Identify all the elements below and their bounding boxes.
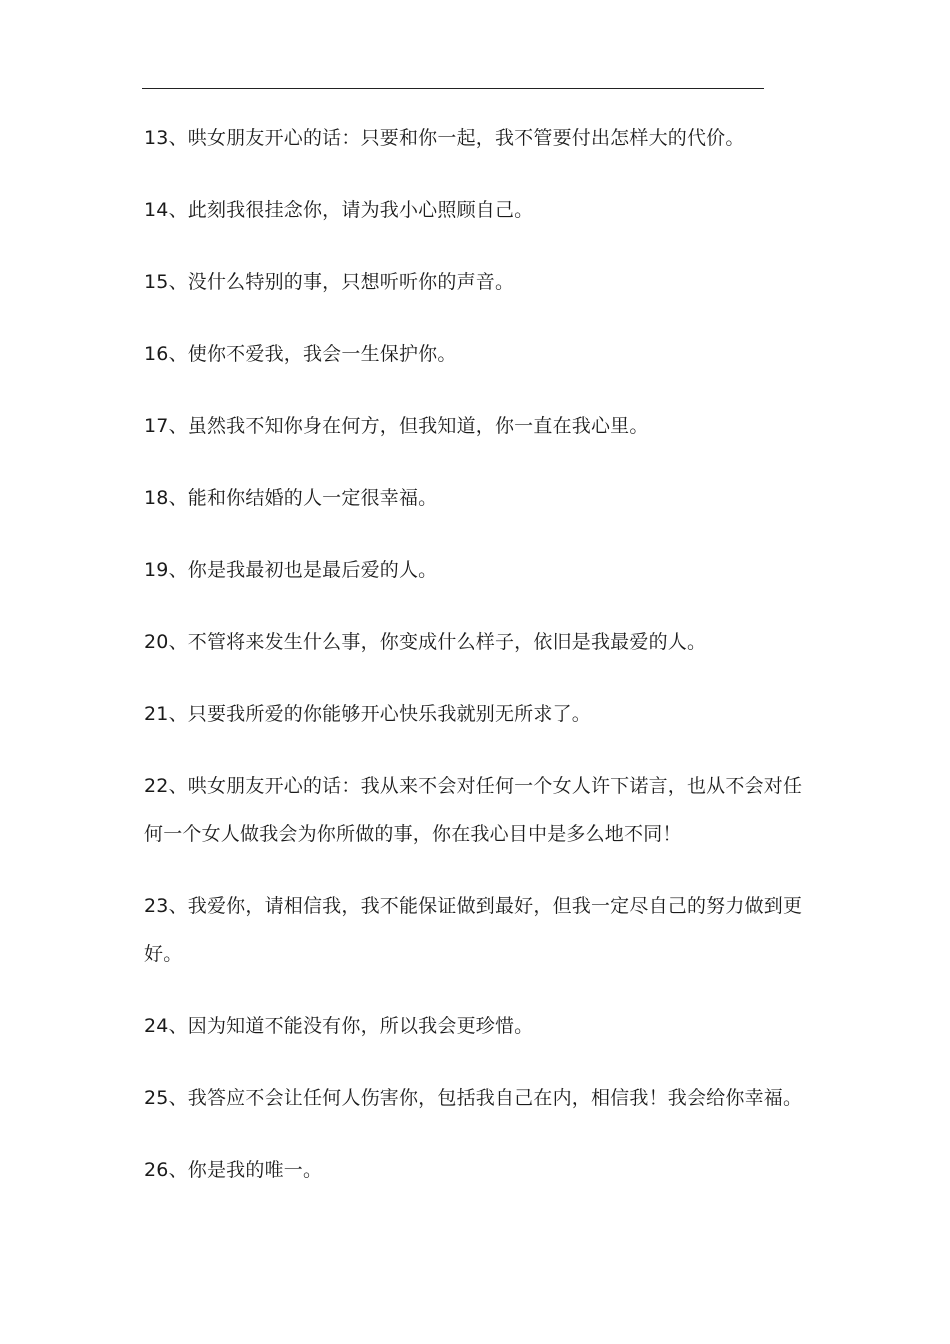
list-item [144, 618, 812, 666]
list-item [144, 882, 812, 978]
header-rule [142, 88, 764, 89]
list-item [144, 330, 812, 378]
item-number: 21、 [144, 703, 188, 725]
item-text: 你是我的唯一。 [187, 1159, 323, 1181]
item-text: 能和你结婚的人一定很幸福。 [187, 487, 438, 509]
item-text: 使你不爱我，我会一生保护你。 [187, 343, 457, 365]
item-text: 没什么特别的事，只想听听你的声音。 [187, 271, 515, 293]
item-number: 22、 [144, 775, 188, 797]
list-item [144, 258, 812, 306]
list-item [144, 1002, 812, 1050]
list-item [144, 186, 812, 234]
list-item [144, 1146, 812, 1194]
item-text: 我爱你，请相信我，我不能保证做到最好，但我一定尽自己的努力做到更好。 [144, 895, 803, 965]
item-number: 25、 [144, 1087, 188, 1109]
item-text: 因为知道不能没有你，所以我会更珍惜。 [187, 1015, 534, 1037]
item-number: 23、 [144, 895, 188, 917]
list-item [144, 402, 812, 450]
item-text: 你是我最初也是最后爱的人。 [187, 559, 438, 581]
list-item [144, 690, 812, 738]
list-item [144, 546, 812, 594]
item-text: 哄女朋友开心的话：只要和你一起，我不管要付出怎样大的代价。 [187, 127, 745, 149]
item-number: 14、 [144, 199, 188, 221]
list-item [144, 114, 812, 162]
item-text: 我答应不会让任何人伤害你，包括我自己在内，相信我！我会给你幸福。 [187, 1087, 803, 1109]
item-text: 不管将来发生什么事，你变成什么样子，依旧是我最爱的人。 [187, 631, 707, 653]
list-item [144, 762, 812, 858]
item-number: 19、 [144, 559, 188, 581]
item-number: 24、 [144, 1015, 188, 1037]
item-list [144, 114, 812, 1218]
item-number: 13、 [144, 127, 188, 149]
item-number: 20、 [144, 631, 188, 653]
item-text: 哄女朋友开心的话：我从来不会对任何一个女人许下诺言，也从不会对任何一个女人做我会为你所做的事，你在我心目中是多么地不同！ [144, 775, 803, 845]
item-number: 18、 [144, 487, 188, 509]
item-number: 17、 [144, 415, 188, 437]
item-text: 此刻我很挂念你，请为我小心照顾自己。 [187, 199, 534, 221]
item-text: 只要我所爱的你能够开心快乐我就别无所求了。 [187, 703, 591, 725]
item-number: 26、 [144, 1159, 188, 1181]
item-number: 15、 [144, 271, 188, 293]
item-text: 虽然我不知你身在何方，但我知道，你一直在我心里。 [187, 415, 649, 437]
item-number: 16、 [144, 343, 188, 365]
list-item [144, 474, 812, 522]
list-item [144, 1074, 812, 1122]
